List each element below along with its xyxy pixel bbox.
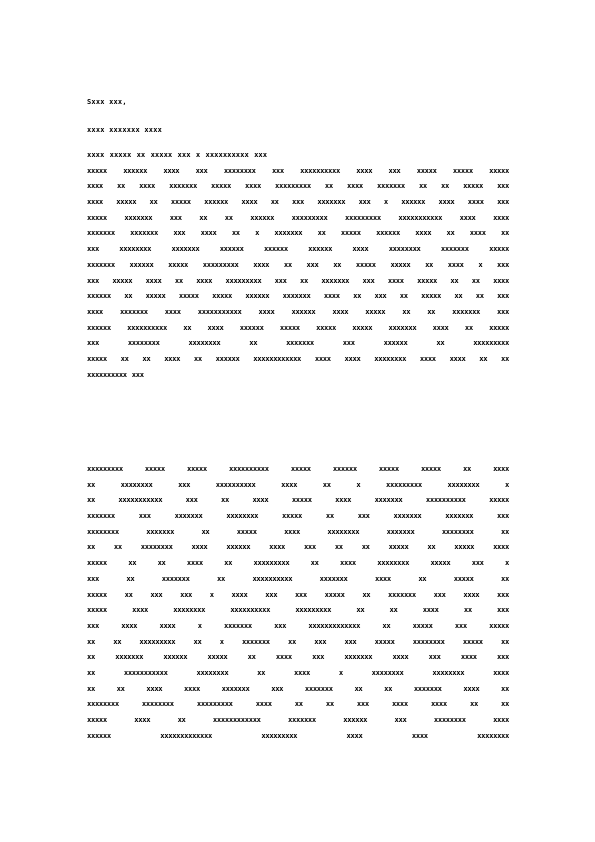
paragraph-line: xxxxx xx xx xxxx xx xxxxxx xxxxxxxxxxxx xxxx xxxx xxxxxxxx xxxx xxxx xx xx bbox=[87, 354, 509, 363]
paragraph-line: xxxxxxx xxxxxx xxxxx xxxxxxxxx xxxx xx xxx xx xxxxx xxxxx xx xxxx x xxx bbox=[87, 260, 509, 269]
paragraph-line: xxxxxx xxxxxxxxxx xx xxxx xxxxxx xxxxx xxxxx xxxxx xxxxxxx xxxx xx xxxxx bbox=[87, 323, 509, 332]
paragraph-line: xxx xxxxxxxx xxxxxxx xxxxxx xxxxxx xxxxxx xxxx xxxxxxxx xxxxxxx xxxxx bbox=[87, 245, 509, 254]
paragraph-line: xxxx xxxxxxx xxxx xxxxxxxxxxx xxxx xxxxxx xxxx xxxxx xx xx xxxxxxx xxx bbox=[87, 307, 509, 316]
header-line-2: xxxx xxxxxxx xxxx bbox=[87, 126, 163, 134]
paragraph-line: xxx xxxxxxxx xxxxxxxx xx xxxxxxx xxx xxxxxx xx xxxxxxxxx bbox=[87, 339, 509, 348]
paragraph-line: xxx xxxxx xxxx xx xxxx xxxxxxxxx xxx xx xxxxxxx xxx xxxx xxxxx xx xx xxxx bbox=[87, 276, 509, 285]
paragraph-2 bbox=[87, 465, 509, 747]
paragraph-line: xx xx xxxxxxxxx xx x xxxxxxx xx xxx xxx xxxxx xxxxxxxx xxxxx xx bbox=[87, 637, 509, 646]
paragraph-line: xxx xxxx xxxx x xxxxxxx xxx xxxxxxxxxxxxx xx xxxxx xxx xxxxx bbox=[87, 621, 509, 630]
paragraph-line: xxxxxx xxxxxxxxxxxxx xxxxxxxxx xxxx xxxx xxxxxxxx bbox=[87, 731, 509, 740]
paragraph-line: xxxxx xxxx xx xxxxxxxxxxxx xxxxxxx xxxxxx xxx xxxxxxxx xxxx bbox=[87, 716, 509, 724]
paragraph-line: xxxx xx xxxx xxxxxxx xxxxx xxxx xxxxxxxxx xx xxxx xxxxxxx xx xx xxxxx xxx bbox=[87, 182, 509, 191]
paragraph-line: xx xx xxxxxxxx xxxx xxxxxx xxxx xxx xx xx xxxxx xx xxxxx xxxx bbox=[87, 543, 509, 552]
paragraph-line: xxxxxxxx xxxxxxxx xxxxxxxxx xxxx xx xx xxx xxxx xxxx xx xx bbox=[87, 700, 509, 709]
paragraph-line: xx xxxxxxxxxxx xxxxxxxx xx xxxx x xxxxxxxx xxxxxxxx xxxx bbox=[87, 668, 509, 677]
paragraph-line: xxxx xxxxx xx xxxxx xxxxxx xxxx xx xxx xxxxxxx xxx x xxxxxx xxxx xxxx xxx bbox=[87, 198, 509, 207]
paragraph-line: xx xxxxxxxxxxx xxx xx xxxx xxxxx xxxx xxxxxxx xxxxxxxxxx xxxxx bbox=[87, 496, 509, 505]
paragraph-line: xxxxx xxxxxxx xxx xx xx xxxxxx xxxxxxxxx xxxxxxxxx xxxxxxxxxxx xxxx xxxx bbox=[87, 213, 509, 222]
paragraph-line: xxxxx xxxx xxxxxxxx xxxxxxxxxx xxxxxxxxx xx xx xxxx xx xxx bbox=[87, 606, 509, 615]
paragraph-line: xxx xx xxxxxxx xx xxxxxxxxxx xxxxxxx xxxx xx xxxxx xx bbox=[87, 574, 509, 583]
paragraph-line: xxxxxxxxx xxxxx xxxxx xxxxxxxxxx xxxxx xxxxxx xxxxx xxxxx xx xxxx bbox=[87, 465, 509, 473]
paragraph-line: xxxxxx xx xxxxx xxxxx xxxxx xxxxxx xxxxxxx xxxx xx xxx xx xxxxx xx xx xxx bbox=[87, 292, 509, 301]
paragraph-1 bbox=[87, 151, 509, 386]
paragraph-line: xxxxx xxxxxx xxxx xxx xxxxxxxx xxx xxxxxxxxxx xxxx xxx xxxxx xxxxx xxxxx bbox=[87, 166, 509, 175]
header-line-1: Sxxx xxx, bbox=[87, 98, 127, 106]
paragraph-line: xx xx xxxx xxxx xxxxxxx xxx xxxxxxx xx xx xxxxxxx xxxx xx bbox=[87, 684, 509, 693]
paragraph-line: xxxx xxxxx xx xxxxx xxx x xxxxxxxxxx xxx bbox=[87, 151, 268, 159]
paragraph-line: xxxxx xx xx xxxx xx xxxxxxxxx xx xxxx xxxxxxxx xxxxx xxx x bbox=[87, 559, 509, 568]
paragraph-line: xxxxxxx xxxxxxx xxx xxxx xx x xxxxxxx xx xxxxx xxxxxx xxxx xx xxxx xx bbox=[87, 229, 509, 238]
paragraph-line: xxxxx xx xxx xxx x xxxx xxx xxx xxxxx xx xxxxxxx xxx xxxx xxx bbox=[87, 590, 509, 599]
paragraph-line: xx xxxxxxx xxxxxx xxxxx xx xxxx xxx xxxxxxx xxxx xxx xxxx xxx bbox=[87, 653, 509, 662]
paragraph-line: xxxxxxx xxx xxxxxxx xxxxxxxx xxxxx xx xxx xxxxxxx xxxxxxx xxx bbox=[87, 512, 509, 521]
paragraph-line: xx xxxxxxxx xxx xxxxxxxxxx xxxx xx x xxxxxxxxx xxxxxxxx x bbox=[87, 480, 509, 489]
paragraph-line: xxxxxxxx xxxxxxx xx xxxxx xxxx xxxxxxxx xxxxxxx xxxxxxxx xx bbox=[87, 527, 509, 536]
paragraph-line: xxxxxxxxxx xxx bbox=[87, 370, 144, 379]
